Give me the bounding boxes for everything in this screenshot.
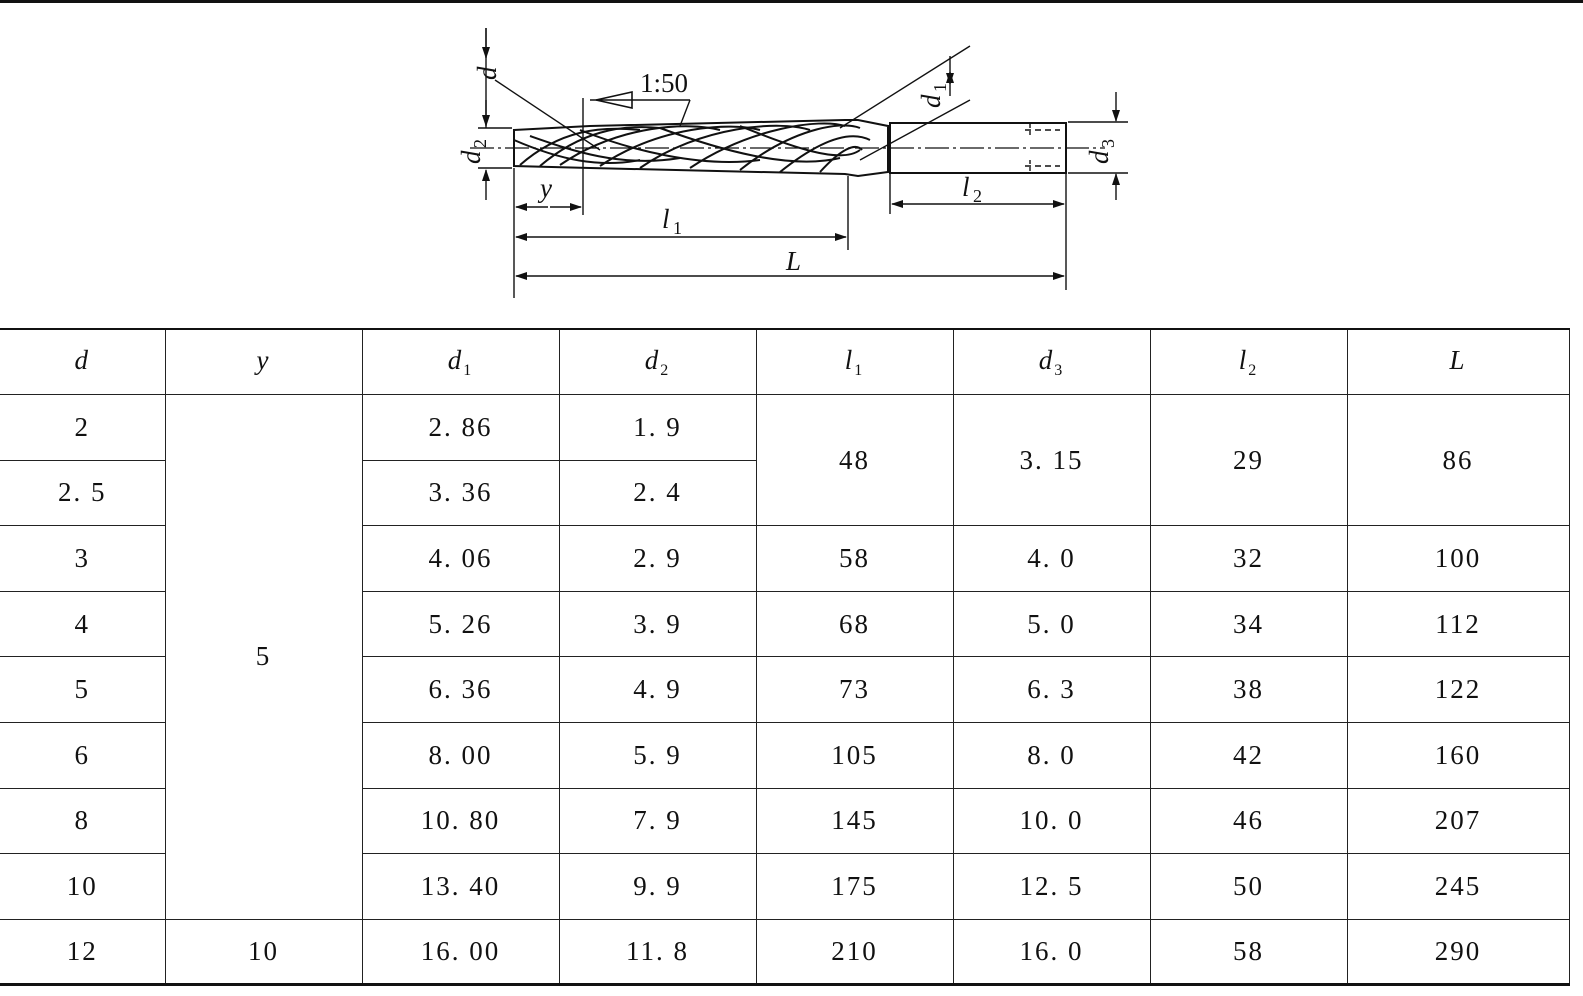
cell-d1: 2. 86 <box>362 395 559 461</box>
cell-l1: 48 <box>756 395 953 526</box>
cell-y-group: 5 <box>165 395 362 920</box>
cell-L: 112 <box>1347 591 1569 657</box>
cell-d3: 10. 0 <box>953 788 1150 854</box>
cell-d1: 16. 00 <box>362 919 559 985</box>
cell-l2: 38 <box>1150 657 1347 723</box>
cell-d: 3 <box>0 526 165 592</box>
cell-l2: 50 <box>1150 854 1347 920</box>
label-l2 <box>962 172 982 206</box>
svg-text:2: 2 <box>973 186 982 206</box>
cell-d2: 4. 9 <box>559 657 756 723</box>
cell-d2: 2. 4 <box>559 460 756 526</box>
svg-text:2: 2 <box>470 139 490 148</box>
table-row <box>0 919 1569 985</box>
cell-d: 6 <box>0 723 165 789</box>
cell-d: 12 <box>0 919 165 985</box>
header-d2: $d_2$ <box>559 329 756 395</box>
cell-d2: 9. 9 <box>559 854 756 920</box>
svg-text:d: d <box>916 94 946 108</box>
label-d2 <box>456 139 490 164</box>
svg-text:1: 1 <box>673 218 682 238</box>
svg-text:d: d <box>456 150 486 164</box>
cell-d: 2 <box>0 395 165 461</box>
cell-d3: 3. 15 <box>953 395 1150 526</box>
cell-L: 160 <box>1347 723 1569 789</box>
cell-L: 100 <box>1347 526 1569 592</box>
cell-d: 2. 5 <box>0 460 165 526</box>
cell-l2: 58 <box>1150 919 1347 985</box>
cell-d2: 3. 9 <box>559 591 756 657</box>
cell-d1: 6. 36 <box>362 657 559 723</box>
cell-l2: 32 <box>1150 526 1347 592</box>
cell-l1: 58 <box>756 526 953 592</box>
cell-d2: 1. 9 <box>559 395 756 461</box>
cell-L: 290 <box>1347 919 1569 985</box>
cell-L: 245 <box>1347 854 1569 920</box>
cell-l1: 175 <box>756 854 953 920</box>
cell-d1: 8. 00 <box>362 723 559 789</box>
header-l2: $l_2$ <box>1150 329 1347 395</box>
cell-d1: 10. 80 <box>362 788 559 854</box>
header-row <box>0 329 1569 395</box>
cell-d1: 4. 06 <box>362 526 559 592</box>
cell-l1: 68 <box>756 591 953 657</box>
label-L: L <box>786 246 802 276</box>
cell-l2: 42 <box>1150 723 1347 789</box>
header-L: L <box>1347 329 1569 395</box>
cell-d2: 11. 8 <box>559 919 756 985</box>
cell-d2: 7. 9 <box>559 788 756 854</box>
cell-l1: 210 <box>756 919 953 985</box>
svg-text:l: l <box>662 204 670 234</box>
cell-d3: 16. 0 <box>953 919 1150 985</box>
cell-l2: 46 <box>1150 788 1347 854</box>
cell-d1: 5. 26 <box>362 591 559 657</box>
cell-L: 86 <box>1347 395 1569 526</box>
header-d: d <box>0 329 165 395</box>
cell-l2: 29 <box>1150 395 1347 526</box>
label-d3 <box>1084 139 1118 164</box>
cell-d3: 12. 5 <box>953 854 1150 920</box>
cell-y: 10 <box>165 919 362 985</box>
cell-d3: 5. 0 <box>953 591 1150 657</box>
cell-d3: 6. 3 <box>953 657 1150 723</box>
cell-l1: 145 <box>756 788 953 854</box>
cell-l2: 34 <box>1150 591 1347 657</box>
header-d3: $d_3$ <box>953 329 1150 395</box>
drill-drawing <box>0 0 1583 330</box>
cell-l1: 73 <box>756 657 953 723</box>
cell-d: 4 <box>0 591 165 657</box>
label-l1 <box>662 204 682 238</box>
cell-d: 5 <box>0 657 165 723</box>
label-d: d <box>472 66 502 80</box>
table-row <box>0 395 1569 461</box>
svg-text:l: l <box>962 172 970 202</box>
cell-d3: 8. 0 <box>953 723 1150 789</box>
label-taper: 1:50 <box>640 68 689 98</box>
cell-d3: 4. 0 <box>953 526 1150 592</box>
cell-d: 8 <box>0 788 165 854</box>
label-y: y <box>540 173 552 203</box>
cell-L: 207 <box>1347 788 1569 854</box>
dimension-table <box>0 328 1570 986</box>
svg-text:d: d <box>1084 150 1114 164</box>
svg-text:1: 1 <box>930 83 950 92</box>
header-d1: $d_1$ <box>362 329 559 395</box>
label-d1 <box>916 83 950 108</box>
header-y: y <box>165 329 362 395</box>
cell-d: 10 <box>0 854 165 920</box>
svg-text:3: 3 <box>1098 139 1118 148</box>
cell-d1: 13. 40 <box>362 854 559 920</box>
header-l1: $l_1$ <box>756 329 953 395</box>
cell-d2: 5. 9 <box>559 723 756 789</box>
cell-d1: 3. 36 <box>362 460 559 526</box>
cell-L: 122 <box>1347 657 1569 723</box>
cell-d2: 2. 9 <box>559 526 756 592</box>
cell-l1: 105 <box>756 723 953 789</box>
